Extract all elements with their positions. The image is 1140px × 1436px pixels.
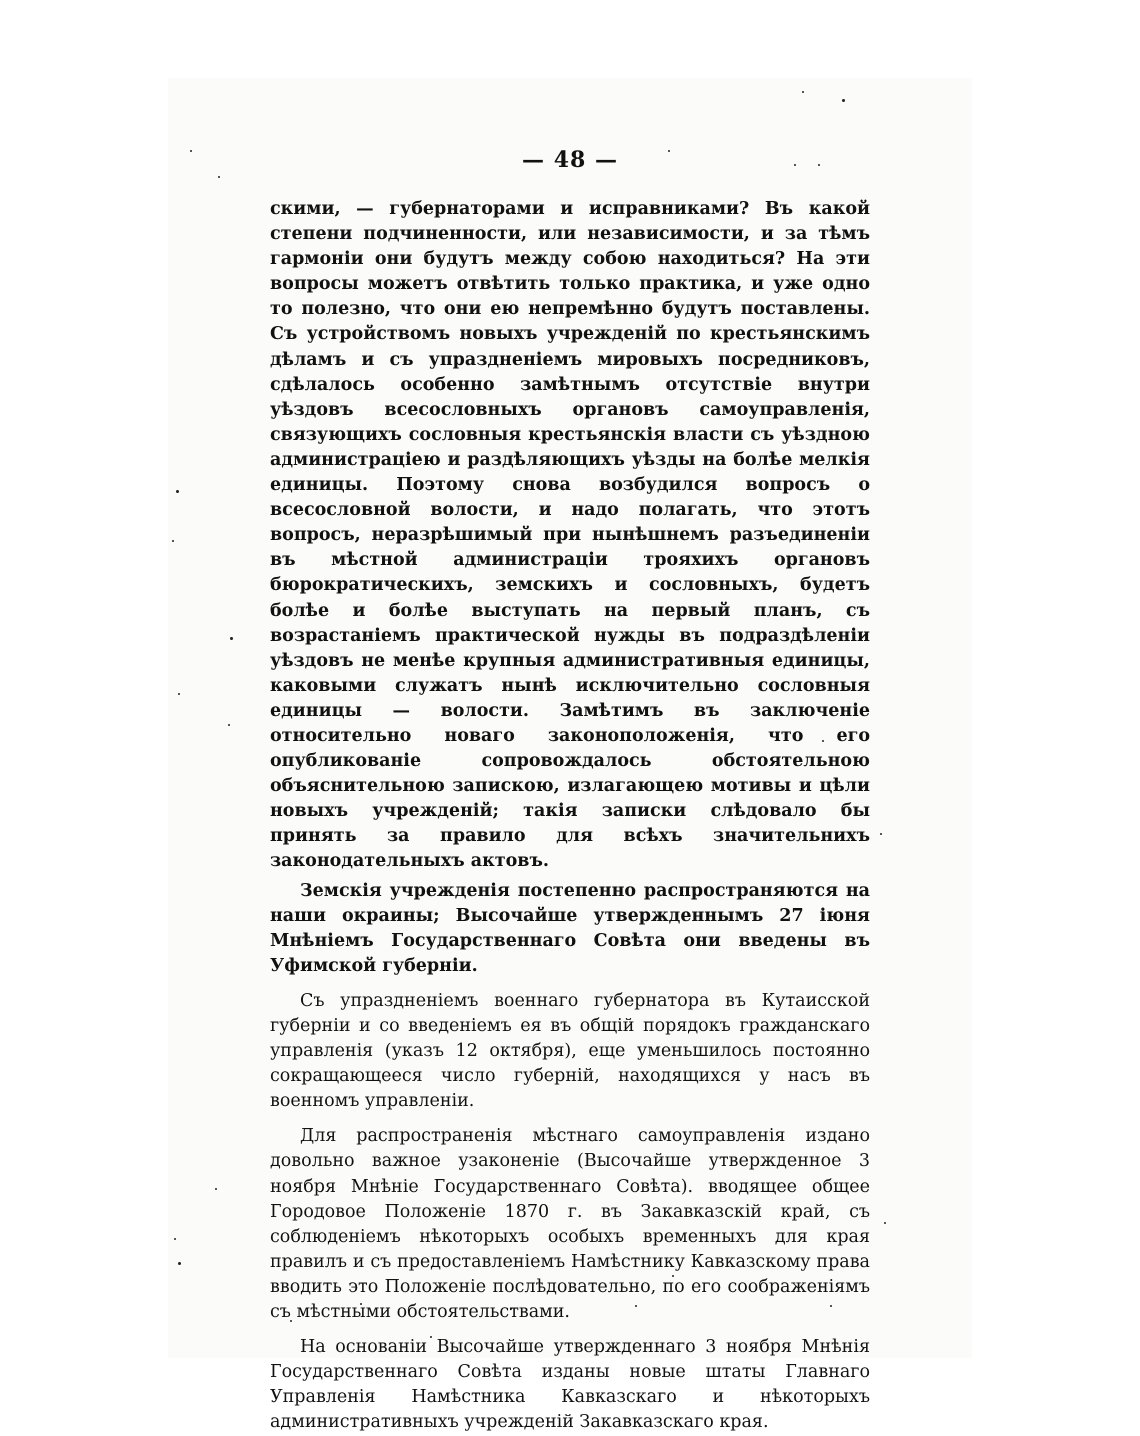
body-text — [270, 197, 870, 1436]
scan-speck — [230, 637, 233, 640]
paragraph: скими, — губернаторами и исправниками? Въ какой степени подчиненности, или независимости, и за тѣмъ гармоніи они будутъ между собою находиться? На эти вопросы можетъ отвѣтить только практика, и уже одно то полезно, что они ею непремѣнно будутъ поставлены. Съ устройствомъ новыхъ учрежденій по крестьянскимъ дѣламъ и съ упраздненіемъ мировыхъ посредниковъ, сдѣлалось особенно замѣтнымъ отсутствіе внутри уѣздовъ всесословныхъ органовъ самоуправленія, связующихъ сословныя крестьянскія власти съ уѣздною администраціею и раздѣляющихъ уѣзды на болѣе мелкія единицы. Поэтому снова возбудился вопросъ о всесословной волости, и надо полагать, что этотъ вопросъ, неразрѣшимый при нынѣшнемъ разъединеніи въ мѣстной администраціи трояхихъ органовъ бюрократическихъ, земскихъ и сословныхъ, будетъ болѣе и болѣе выступать на первый планъ, съ возрастаніемъ практической нужды въ подраздѣленіи уѣздовъ не менѣе крупныя административныя единицы, каковыми служатъ нынѣ исключительно сословныя единицы — волости. Замѣтимъ въ заключеніе относительно новаго законоположенія, что его опубликованіе сопровождалось обстоятельною объяснительною запискою, излагающею мотивы и цѣли новыхъ учрежденій; такія записки слѣдовало бы принять за правило для всѣхъ значительнихъ законодательныхъ актовъ. — [270, 199, 870, 872]
scan-speck — [178, 1262, 181, 1265]
scan-speck — [884, 1222, 886, 1224]
scan-speck — [215, 1188, 217, 1190]
scan-speck — [172, 540, 174, 542]
scan-speck — [802, 91, 804, 93]
paragraph: Для распространенія мѣстнаго самоуправленія издано довольно важное узаконеніе (Высочайше утвержденное 3 ноября Мнѣніе Государственнаго Совѣта). вводящее общее Городовое Положеніе 1870 г. въ Закавказскій край, съ соблюденіемъ нѣкоторыхъ особыхъ временныхъ для края правилъ и съ предоставленіемъ Намѣстнику Кавказскому права вводить это Положеніе послѣдовательно, по его соображеніямъ съ мѣстными обстоятельствами. — [270, 1126, 870, 1323]
scan-speck — [218, 176, 220, 178]
scan-speck — [178, 693, 180, 695]
paragraph: Земскія учрежденія постепенно распространяются на наши окраины; Высочайше утвержденнымъ 27 іюня Мнѣніемъ Государственнаго Совѣта они введены въ Уфимской губерніи. — [270, 880, 870, 976]
scan-speck — [842, 99, 845, 102]
scan-speck — [174, 1238, 176, 1240]
scan-speck — [228, 724, 230, 726]
paragraph: На основаніи Высочайше утвержденнаго 3 ноября Мнѣнія Государственнаго Совѣта изданы новые штаты Главнаго Управленія Намѣстника Кавказскаго и нѣкоторыхъ административныхъ учрежденій Закавказскаго края. — [270, 1337, 870, 1433]
page-number: — 48 — — [522, 147, 618, 173]
scan-speck — [880, 833, 882, 835]
scan-speck — [176, 490, 179, 493]
paragraph: Съ упраздненіемъ военнаго губернатора въ Кутаисской губерніи и со введеніемъ ея въ общій порядокъ гражданскаго управленія (указъ 12 октября), еще уменьшилось постоянно сокращающееся число губерній, находящихся у насъ въ военномъ управленіи. — [270, 990, 870, 1112]
